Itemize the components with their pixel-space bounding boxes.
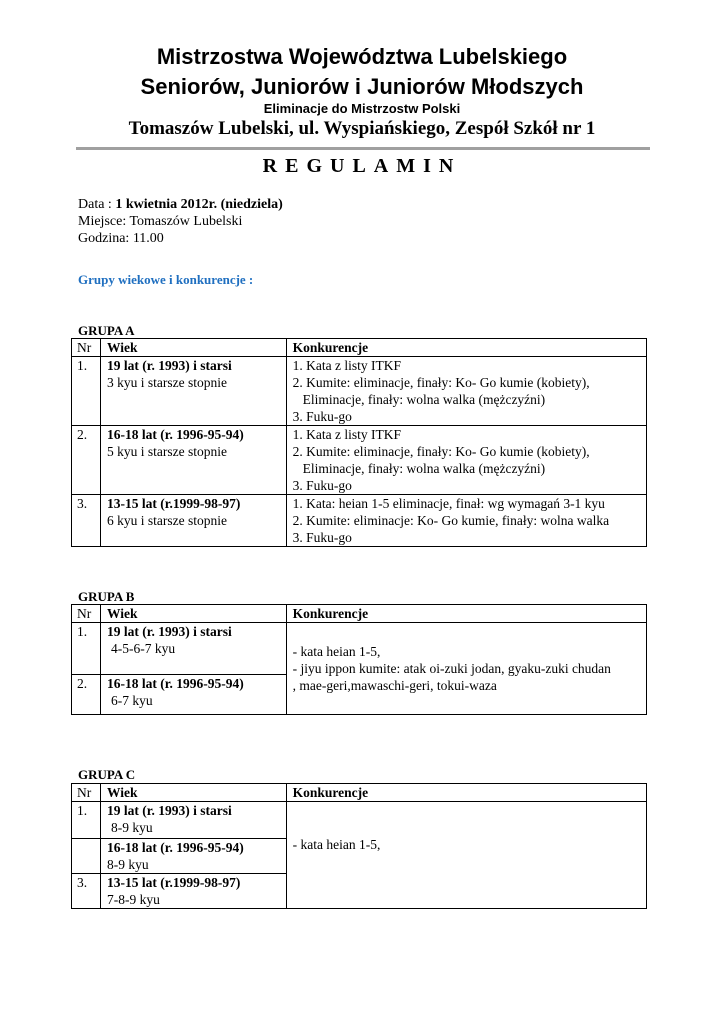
row-nr: 2. (72, 675, 101, 715)
event-item: 3. Fuku-go (292, 409, 352, 424)
page-heading: REGULAMIN (262, 155, 462, 177)
event-time: Godzina: 11.00 (78, 231, 164, 246)
event-item: , mae-geri,mawaschi-geri, tokui-waza (292, 678, 497, 693)
group-a-title: GRUPA A (78, 323, 135, 338)
table-row (72, 426, 647, 495)
age-level: 7-8-9 kyu (106, 892, 160, 907)
col-nr: Nr (72, 339, 101, 357)
col-age: Wiek (100, 339, 286, 357)
event-item: 3. Fuku-go (292, 530, 352, 545)
age-range: 19 lat (r. 1993) i starsi (106, 358, 232, 373)
age-level: 4-5-6-7 kyu (110, 641, 176, 656)
group-b-title: GRUPA B (78, 589, 135, 604)
age-range: 19 lat (r. 1993) i starsi (106, 624, 232, 639)
row-events (286, 495, 646, 547)
age-level: 6-7 kyu (110, 693, 153, 708)
row-events (286, 802, 646, 909)
table-header-row (72, 784, 647, 802)
table-row (72, 623, 647, 675)
group-b-table (71, 604, 647, 715)
event-date (78, 196, 283, 213)
event-item: 2. Kumite: eliminacje, finały: Ko- Go kumie (kobiety), (292, 444, 590, 459)
row-age (100, 874, 286, 909)
section-title: Grupy wiekowe i konkurencje : (78, 272, 254, 287)
col-events: Konkurencje (286, 784, 646, 802)
table-row (72, 802, 647, 839)
table-header-row (72, 605, 647, 623)
event-item: 1. Kata z listy ITKF (292, 427, 402, 442)
age-level: 8-9 kyu (110, 820, 153, 835)
header-divider (76, 147, 650, 150)
table-header-row (72, 339, 647, 357)
col-events: Konkurencje (286, 339, 646, 357)
age-level: 5 kyu i starsze stopnie (106, 444, 227, 459)
age-level: 3 kyu i starsze stopnie (106, 375, 227, 390)
event-item: 2. Kumite: eliminacje, finały: Ko- Go kumie (kobiety), (292, 375, 590, 390)
title-line-1: Mistrzostwa Województwa Lubelskiego (156, 44, 568, 69)
event-item: Eliminacje, finały: wolna walka (mężczyźni) (302, 392, 546, 407)
row-age (100, 675, 286, 715)
age-range: 13-15 lat (r.1999-98-97) (106, 496, 241, 511)
table-row (72, 495, 647, 547)
event-item: - kata heian 1-5, (292, 644, 381, 659)
age-range: 13-15 lat (r.1999-98-97) (106, 875, 241, 890)
age-range: 16-18 lat (r. 1996-95-94) (106, 427, 244, 442)
group-c-title: GRUPA C (78, 767, 136, 782)
table-row (72, 357, 647, 426)
age-range: 16-18 lat (r. 1996-95-94) (106, 676, 244, 691)
row-events (286, 426, 646, 495)
event-item: - kata heian 1-5, (292, 837, 381, 852)
col-events: Konkurencje (286, 605, 646, 623)
event-place: Miejsce: Tomaszów Lubelski (78, 214, 243, 229)
row-nr: 3. (72, 874, 101, 909)
row-age (100, 495, 286, 547)
row-nr: 3. (72, 495, 101, 547)
row-age (100, 357, 286, 426)
age-range: 16-18 lat (r. 1996-95-94) (106, 840, 244, 855)
row-nr: 1. (72, 802, 101, 839)
event-item: 3. Fuku-go (292, 478, 352, 493)
col-nr: Nr (72, 605, 101, 623)
event-item: - jiyu ippon kumite: atak oi-zuki jodan, gyaku-zuki chudan (292, 661, 611, 676)
title-line-2: Seniorów, Juniorów i Juniorów Młodszych (140, 74, 584, 99)
group-a-table (71, 338, 647, 547)
row-age (100, 802, 286, 839)
row-events (286, 357, 646, 426)
row-nr: 1. (72, 357, 101, 426)
row-nr: 2. (72, 426, 101, 495)
event-item: 2. Kumite: eliminacje: Ko- Go kumie, finały: wolna walka (292, 513, 610, 528)
row-age (100, 623, 286, 675)
age-range: 19 lat (r. 1993) i starsi (106, 803, 232, 818)
col-age: Wiek (100, 605, 286, 623)
age-level: 6 kyu i starsze stopnie (106, 513, 227, 528)
row-events (286, 623, 646, 715)
event-item: Eliminacje, finały: wolna walka (mężczyźni) (302, 461, 546, 476)
col-nr: Nr (72, 784, 101, 802)
location-line: Tomaszów Lubelski, ul. Wyspiańskiego, Zespół Szkół nr 1 (128, 118, 596, 139)
row-age (100, 426, 286, 495)
event-item: 1. Kata z listy ITKF (292, 358, 402, 373)
row-nr: 1. (72, 623, 101, 675)
col-age: Wiek (100, 784, 286, 802)
date-value: 1 kwietnia 2012r. (niedziela) (115, 197, 283, 212)
age-level: 8-9 kyu (106, 857, 149, 872)
group-c-table (71, 783, 647, 909)
date-label: Data : (78, 197, 116, 212)
row-nr (72, 839, 101, 874)
subtitle: Eliminacje do Mistrzostw Polski (263, 101, 461, 116)
row-age (100, 839, 286, 874)
event-item: 1. Kata: heian 1-5 eliminacje, finał: wg wymagań 3-1 kyu (292, 496, 605, 511)
